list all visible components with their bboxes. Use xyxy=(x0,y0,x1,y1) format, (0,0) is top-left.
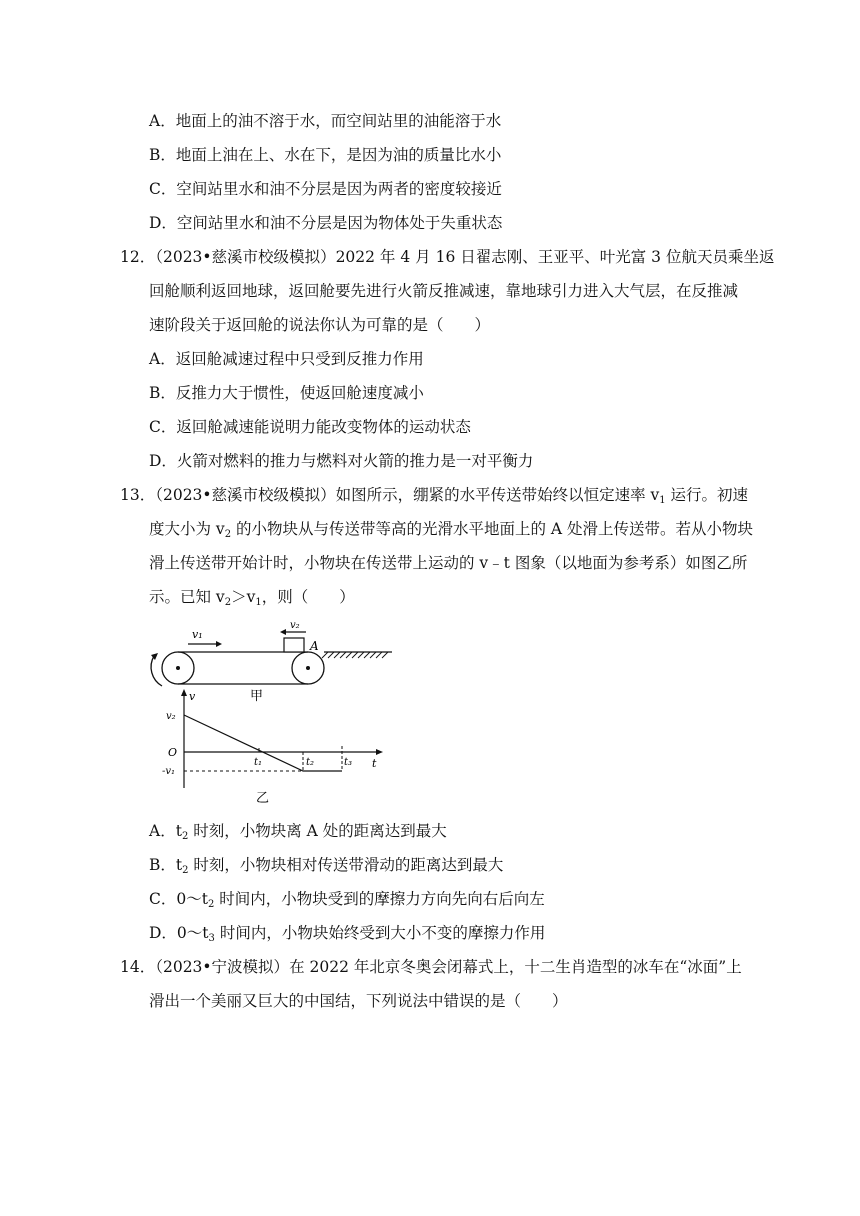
t3-label: t₃ xyxy=(344,757,353,768)
v-axis-label: v xyxy=(189,690,196,703)
vt-graph-figure xyxy=(160,688,390,806)
q13-option-a: A．$t_2$ 时刻，小物块离 A 处的距离达到最大 xyxy=(149,822,447,842)
rotation-arrow-icon xyxy=(151,656,162,686)
v1-label: v₁ xyxy=(192,628,203,641)
q14-stem-line1: 14．（2023•宁波模拟）在 2022 年北京冬奥会闭幕式上，十二生肖造型的冰车在“冰面”上 xyxy=(120,958,742,976)
figure-yi-caption: 乙 xyxy=(256,791,270,806)
q11-option-a: A．地面上的油不溶于水，而空间站里的油能溶于水 xyxy=(149,112,502,130)
t2-label: t₂ xyxy=(306,757,315,768)
origin-label: O xyxy=(168,746,178,759)
q11-option-c: C．空间站里水和油不分层是因为两者的密度较接近 xyxy=(149,180,502,198)
t-axis-label: t xyxy=(372,757,377,770)
q13-stem-line2: 度大小为 $v_2$ 的小物块从与传送带等高的光滑水平地面上的 A 处滑上传送带。若从小物块 xyxy=(149,520,754,540)
q13-stem-line1: 13．（2023•慈溪市校级模拟）如图所示，绷紧的水平传送带始终以恒定速率 $v_1$ 运行。初速 xyxy=(120,486,749,506)
point-a-label: A xyxy=(310,639,319,653)
q12-option-a: A．返回舱减速过程中只受到反推力作用 xyxy=(149,350,424,368)
q13-option-c: C．$0\sim t_2$ 时间内，小物块受到的摩擦力方向先向右后向左 xyxy=(149,890,545,910)
q11-option-d: D．空间站里水和油不分层是因为物体处于失重状态 xyxy=(149,214,503,232)
q13-stem-line3: 滑上传送带开始计时，小物块在传送带上运动的 v﹣t 图象（以地面为参考系）如图乙所 xyxy=(149,554,748,572)
figure-jia-caption: 甲 xyxy=(250,689,264,704)
q12-stem-line2: 回舱顺利返回地球，返回舱要先进行火箭反推减速，靠地球引力进入大气层，在反推减 xyxy=(149,282,739,300)
t1-label: t₁ xyxy=(254,757,263,768)
v2-tick-label: v₂ xyxy=(166,711,176,722)
vt-curve xyxy=(184,715,342,771)
q13-option-d: D．$0\sim t_3$ 时间内，小物块始终受到大小不变的摩擦力作用 xyxy=(149,924,546,944)
q11-option-b: B．地面上油在上、水在下，是因为油的质量比水小 xyxy=(149,146,502,164)
q12-option-b: B．反推力大于惯性，使返回舱速度减小 xyxy=(149,384,424,402)
q13-option-b: B．$t_2$ 时刻，小物块相对传送带滑动的距离达到最大 xyxy=(149,856,504,876)
q12-stem-line3: 速阶段关于返回舱的说法你认为可靠的是（ ） xyxy=(149,316,491,334)
neg-v1-tick-label: -v₁ xyxy=(162,766,176,777)
q14-stem-line2: 滑出一个美丽又巨大的中国结，下列说法中错误的是（ ） xyxy=(149,992,568,1010)
q12-option-d: D．火箭对燃料的推力与燃料对火箭的推力是一对平衡力 xyxy=(149,452,534,470)
q12-option-c: C．返回舱减速能说明力能改变物体的运动状态 xyxy=(149,418,471,436)
q13-stem-line4: 示。已知 $v_2>v_1$，则（ ） xyxy=(149,588,355,608)
block xyxy=(284,638,304,652)
q12-stem-line1: 12．（2023•慈溪市校级模拟）2022 年 4 月 16 日翟志刚、王亚平、叶光富 3 位航天员乘坐返 xyxy=(120,248,775,266)
v2-label: v₂ xyxy=(290,622,300,631)
